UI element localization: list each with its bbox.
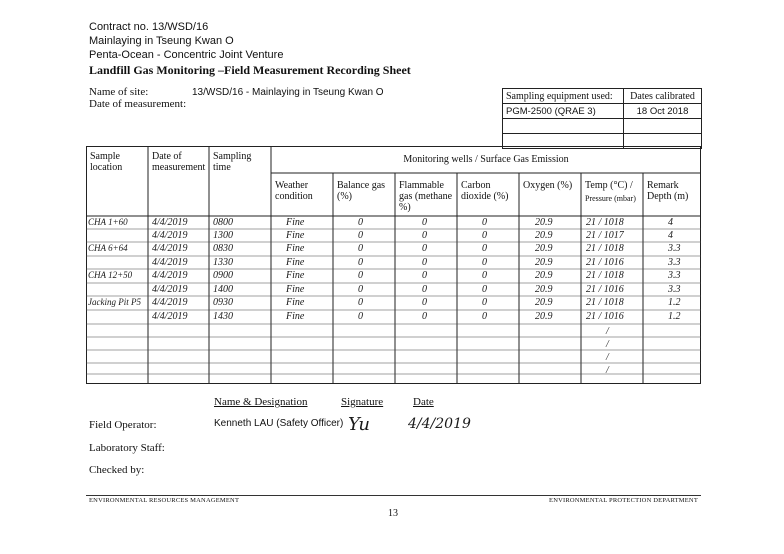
cell-temp-pressure: 21 / 1016 <box>586 284 624 295</box>
cell-remark-depth: 3.3 <box>668 257 681 268</box>
col-header-temp: Temp (°C) / <box>585 180 633 191</box>
cell-balance-gas: 0 <box>358 284 363 295</box>
contractor-name: Penta-Ocean - Concentric Joint Venture <box>89 49 284 61</box>
cell-carbon-dioxide: 0 <box>482 217 487 228</box>
cell-balance-gas: 0 <box>358 217 363 228</box>
cell-date: 4/4/2019 <box>152 243 188 254</box>
cell-time: 0830 <box>213 243 233 254</box>
cell-weather: Fine <box>286 230 305 241</box>
page-number: 13 <box>388 508 398 519</box>
col-header-carbon-dioxide: Carbon dioxide (%) <box>461 180 509 202</box>
field-operator-date: 4/4/2019 <box>408 416 471 432</box>
cell-temp-pressure: 21 / 1018 <box>586 243 624 254</box>
cell-date: 4/4/2019 <box>152 297 188 308</box>
cell-location: Jacking Pit P5 <box>88 297 141 307</box>
cell-balance-gas: 0 <box>358 270 363 281</box>
signature-header: Signature <box>341 396 384 408</box>
cell-oxygen: 20.9 <box>535 270 553 281</box>
cell-oxygen: 20.9 <box>535 311 553 322</box>
col-header-balance-gas: Balance gas (%) <box>337 180 386 202</box>
cell-temp-pressure: 21 / 1018 <box>586 270 624 281</box>
cell-date: 4/4/2019 <box>152 284 188 295</box>
col-header-flammable-gas: Flammable gas (methane %) <box>399 180 453 213</box>
cell-remark-depth: 3.3 <box>668 243 681 254</box>
contract-number: Contract no. 13/WSD/16 <box>89 21 209 33</box>
cell-temp-pressure: 21 / 1018 <box>586 217 624 228</box>
equipment-value: PGM-2500 (QRAE 3) <box>503 104 624 119</box>
field-operator-label: Field Operator: <box>89 419 157 431</box>
cell-weather: Fine <box>286 297 305 308</box>
cell-oxygen: 20.9 <box>535 284 553 295</box>
cell-remark-depth: 4 <box>668 217 673 228</box>
calibrated-date: 18 Oct 2018 <box>624 104 702 119</box>
cell-time: 1300 <box>213 230 233 241</box>
cell-flammable-gas: 0 <box>422 257 427 268</box>
name-designation-header: Name & Designation <box>214 396 308 408</box>
col-header-group: Monitoring wells / Surface Gas Emission <box>403 154 569 165</box>
cell-carbon-dioxide: 0 <box>482 257 487 268</box>
cell-carbon-dioxide: 0 <box>482 284 487 295</box>
cell-carbon-dioxide: 0 <box>482 243 487 254</box>
calibrated-header: Dates calibrated <box>624 89 702 104</box>
cell-temp-pressure: 21 / 1016 <box>586 257 624 268</box>
footer-rule <box>86 495 701 496</box>
cell-date: 4/4/2019 <box>152 230 188 241</box>
cell-date: 4/4/2019 <box>152 311 188 322</box>
measurement-date-label: Date of measurement: <box>89 98 187 110</box>
col-header-location: Sample location <box>90 151 123 173</box>
cell-temp-pressure: 21 / 1017 <box>586 230 624 241</box>
cell-oxygen: 20.9 <box>535 230 553 241</box>
cell-flammable-gas: 0 <box>422 311 427 322</box>
cell-remark-depth: 1.2 <box>668 311 681 322</box>
cell-date: 4/4/2019 <box>152 217 188 228</box>
cell-balance-gas: 0 <box>358 230 363 241</box>
cell-date: 4/4/2019 <box>152 257 188 268</box>
cell-flammable-gas: 0 <box>422 230 427 241</box>
cell-remark-depth: 3.3 <box>668 270 681 281</box>
cell-carbon-dioxide: 0 <box>482 297 487 308</box>
col-header-pressure: Pressure (mbar) <box>585 194 636 203</box>
empty-row-slash: / <box>606 352 609 363</box>
footer-right: ENVIRONMENTAL PROTECTION DEPARTMENT <box>549 497 698 504</box>
calibrated-empty-cell <box>624 119 702 134</box>
cell-temp-pressure: 21 / 1018 <box>586 297 624 308</box>
cell-remark-depth: 3.3 <box>668 284 681 295</box>
cell-flammable-gas: 0 <box>422 217 427 228</box>
equipment-table <box>502 88 702 149</box>
cell-weather: Fine <box>286 257 305 268</box>
cell-flammable-gas: 0 <box>422 284 427 295</box>
cell-balance-gas: 0 <box>358 257 363 268</box>
cell-location: CHA 12+50 <box>88 270 133 280</box>
cell-weather: Fine <box>286 217 305 228</box>
cell-weather: Fine <box>286 270 305 281</box>
cell-time: 0800 <box>213 217 233 228</box>
empty-row-slash: / <box>606 339 609 350</box>
measurement-table <box>86 146 701 384</box>
site-name-label: Name of site: <box>89 86 149 98</box>
cell-oxygen: 20.9 <box>535 243 553 254</box>
cell-weather: Fine <box>286 243 305 254</box>
cell-oxygen: 20.9 <box>535 297 553 308</box>
cell-balance-gas: 0 <box>358 311 363 322</box>
cell-oxygen: 20.9 <box>535 257 553 268</box>
cell-flammable-gas: 0 <box>422 243 427 254</box>
sheet-title: Landfill Gas Monitoring –Field Measurement Recording Sheet <box>89 63 411 77</box>
site-name-value: 13/WSD/16 - Mainlaying in Tseung Kwan O <box>192 87 384 98</box>
empty-row-slash: / <box>606 326 609 337</box>
cell-location: CHA 1+60 <box>88 217 128 227</box>
cell-time: 0900 <box>213 270 233 281</box>
cell-time: 1330 <box>213 257 233 268</box>
cell-remark-depth: 1.2 <box>668 297 681 308</box>
cell-temp-pressure: 21 / 1016 <box>586 311 624 322</box>
laboratory-staff-label: Laboratory Staff: <box>89 442 165 454</box>
checked-by-label: Checked by: <box>89 464 145 476</box>
cell-carbon-dioxide: 0 <box>482 230 487 241</box>
cell-flammable-gas: 0 <box>422 270 427 281</box>
col-header-time: Sampling time <box>213 151 252 173</box>
col-header-date: Date of measurement <box>152 151 206 173</box>
cell-balance-gas: 0 <box>358 243 363 254</box>
cell-flammable-gas: 0 <box>422 297 427 308</box>
empty-row-slash: / <box>606 365 609 376</box>
cell-date: 4/4/2019 <box>152 270 188 281</box>
col-header-weather: Weather condition <box>275 180 313 202</box>
cell-balance-gas: 0 <box>358 297 363 308</box>
field-operator-name: Kenneth LAU (Safety Officer) <box>214 418 344 429</box>
cell-location: CHA 6+64 <box>88 243 128 253</box>
field-operator-signature: Yu <box>348 414 370 435</box>
cell-weather: Fine <box>286 284 305 295</box>
date-header: Date <box>413 396 434 408</box>
equipment-header: Sampling equipment used: <box>503 89 624 104</box>
cell-time: 1400 <box>213 284 233 295</box>
footer-left: ENVIRONMENTAL RESOURCES MANAGEMENT <box>89 497 240 504</box>
col-header-remark-depth: Remark Depth (m) <box>647 180 689 202</box>
cell-time: 0930 <box>213 297 233 308</box>
cell-weather: Fine <box>286 311 305 322</box>
cell-carbon-dioxide: 0 <box>482 270 487 281</box>
cell-carbon-dioxide: 0 <box>482 311 487 322</box>
project-name: Mainlaying in Tseung Kwan O <box>89 35 234 47</box>
cell-remark-depth: 4 <box>668 230 673 241</box>
col-header-oxygen: Oxygen (%) <box>523 180 573 191</box>
cell-time: 1430 <box>213 311 233 322</box>
equipment-empty-cell <box>503 119 624 134</box>
cell-oxygen: 20.9 <box>535 217 553 228</box>
